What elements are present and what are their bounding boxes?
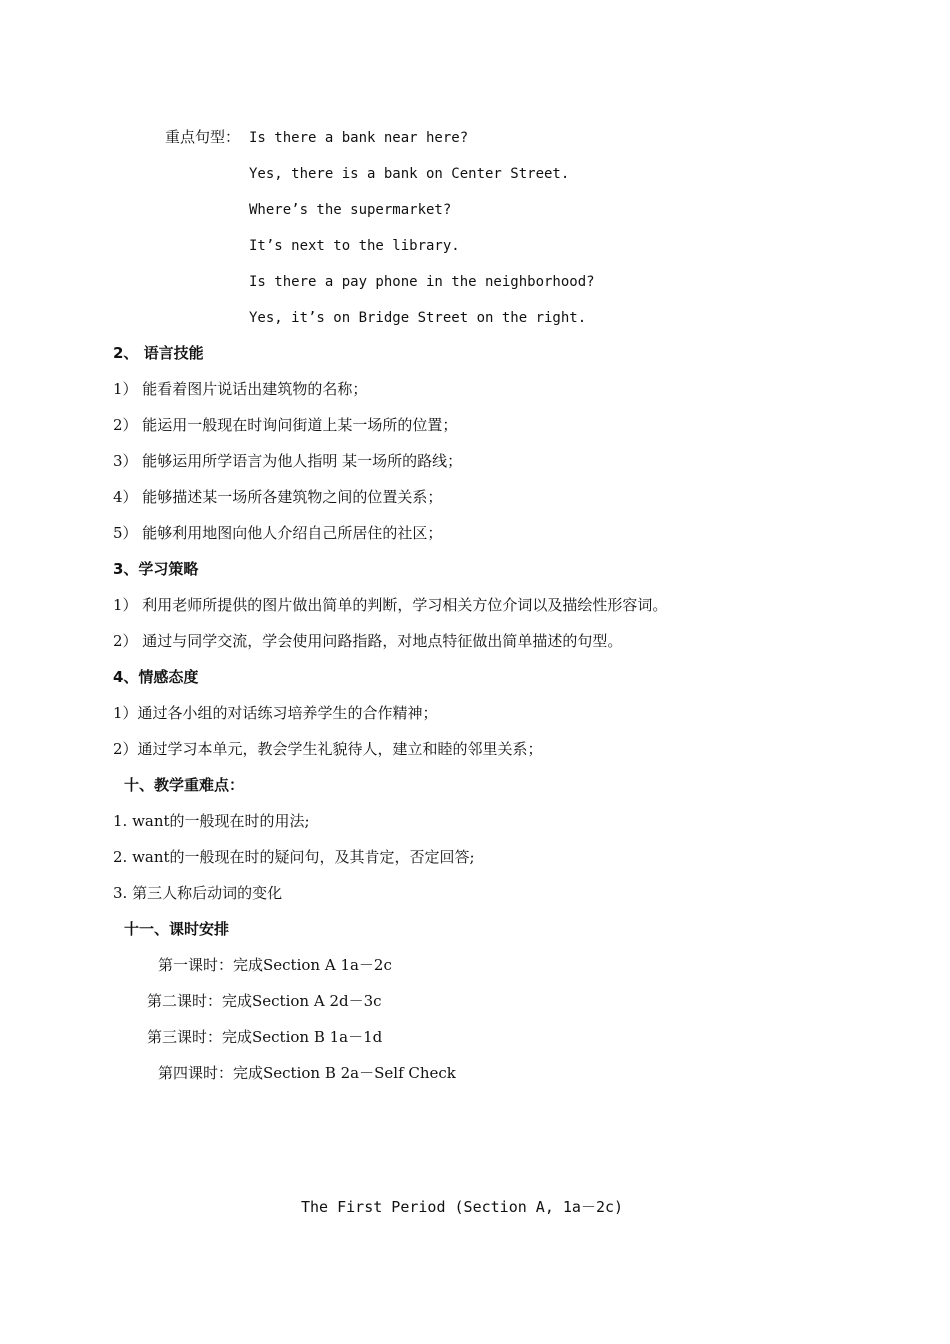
language-skills-heading: 2、 语言技能: [113, 344, 204, 362]
learning-strategy-item-2: 2） 通过与同学交流，学会使用问路指路，对地点特征做出简单描述的句型。: [113, 632, 623, 650]
language-skill-item-1: 1） 能看着图片说话出建筑物的名称；: [113, 380, 368, 398]
period-title: The First Period (Section A, 1a－2c): [301, 1198, 624, 1216]
emotional-attitude-heading: 4、情感态度: [113, 668, 199, 686]
learning-strategy-heading: 3、学习策略: [113, 560, 199, 578]
schedule-item-2: 第二课时：完成Section A 2d－3c: [147, 992, 382, 1010]
emotional-attitude-item-1: 1）通过各小组的对话练习培养学生的合作精神；: [113, 704, 438, 722]
key-point-item-3: 3. 第三人称后动词的变化: [113, 884, 283, 902]
language-skill-item-3: 3） 能够运用所学语言为他人指明 某一场所的路线；: [113, 452, 463, 470]
language-skill-item-5: 5） 能够利用地图向他人介绍自己所居住的社区；: [113, 524, 443, 542]
schedule-item-3: 第三课时：完成Section B 1a－1d: [147, 1028, 383, 1046]
schedule-heading: 十一、课时安排: [124, 920, 230, 938]
learning-strategy-item-1: 1） 利用老师所提供的图片做出简单的判断，学习相关方位介词以及描绘性形容词。: [113, 596, 668, 614]
language-skill-item-2: 2） 能运用一般现在时询问街道上某一场所的位置；: [113, 416, 458, 434]
key-sentence-3: Where’s the supermarket?: [249, 202, 452, 218]
key-sentence-5: Is there a pay phone in the neighborhood?: [249, 274, 595, 290]
key-sentence-6: Yes, it’s on Bridge Street on the right.: [249, 310, 587, 326]
key-sentence-4: It’s next to the library.: [249, 238, 460, 254]
schedule-item-1: 第一课时：完成Section A 1a－2c: [158, 956, 392, 974]
schedule-item-4: 第四课时：完成Section B 2a－Self Check: [158, 1064, 456, 1082]
key-points-heading: 十、教学重难点：: [124, 776, 245, 794]
key-sentence-2: Yes, there is a bank on Center Street.: [249, 166, 570, 182]
key-sentence-1: Is there a bank near here?: [249, 130, 469, 146]
key-sentences-label: 重点句型：: [165, 128, 241, 146]
language-skill-item-4: 4） 能够描述某一场所各建筑物之间的位置关系；: [113, 488, 443, 506]
key-point-item-2: 2. want的一般现在时的疑问句，及其肯定，否定回答;: [113, 848, 475, 866]
emotional-attitude-item-2: 2）通过学习本单元，教会学生礼貌待人，建立和睦的邻里关系；: [113, 740, 543, 758]
key-point-item-1: 1. want的一般现在时的用法;: [113, 812, 310, 830]
